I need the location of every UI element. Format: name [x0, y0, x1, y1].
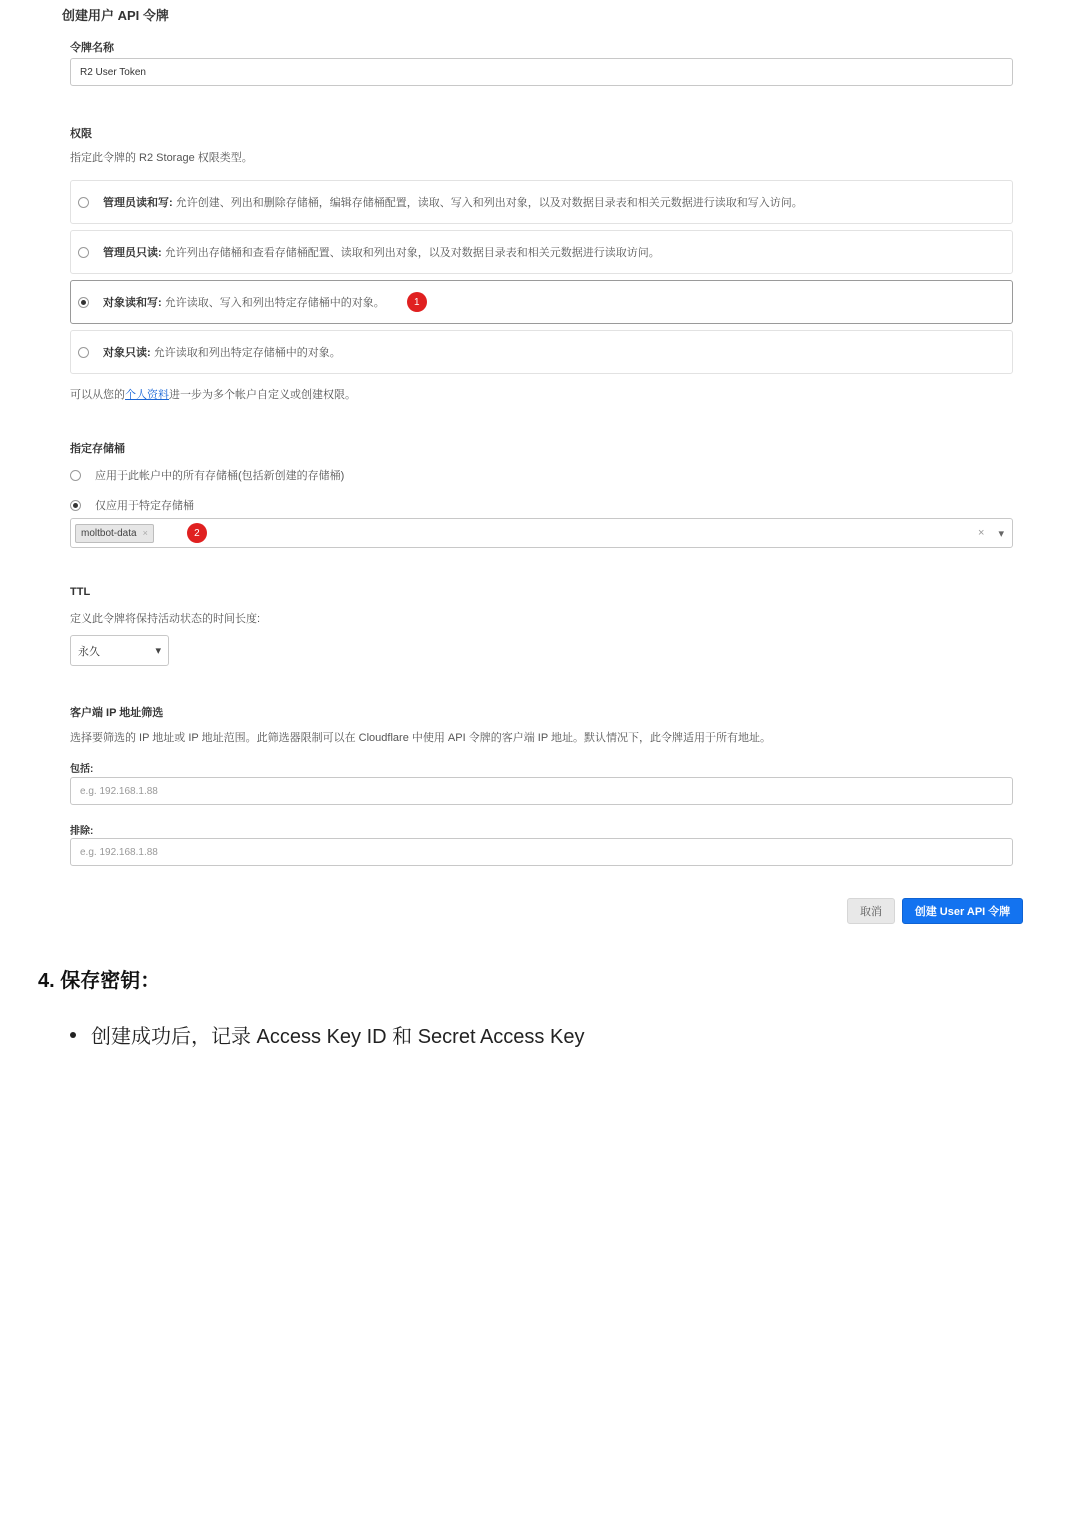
ttl-select[interactable] [70, 635, 169, 666]
perm-name: 对象只读: [103, 347, 151, 359]
radio-admin-rw[interactable] [78, 197, 89, 208]
perm-desc: 允许读取、写入和列出特定存储桶中的对象。 [161, 297, 385, 309]
chevron-down-icon: ▾ [155, 645, 161, 657]
exclude-ip-input[interactable] [70, 838, 1013, 866]
perm-name: 管理员读和写: [103, 197, 173, 209]
cancel-button[interactable]: 取消 [847, 898, 895, 924]
include-ip-field[interactable] [78, 785, 1005, 798]
permissions-footer-suffix: 进一步为多个帐户自定义或创建权限。 [169, 389, 356, 401]
annotation-badge-1: 1 [407, 292, 427, 312]
ip-filter-help: 选择要筛选的 IP 地址或 IP 地址范围。此筛选器限制可以在 Cloudflare 中使用 API 令牌的客户端 IP 地址。默认情况下，此令牌适用于所有地址。 [70, 732, 772, 744]
ttl-select-value: 永久 [78, 645, 100, 658]
bucket-option-specific[interactable] [70, 497, 194, 513]
permissions-footer [70, 386, 356, 402]
bucket-option-all-label: 应用于此帐户中的所有存储桶(包括新创建的存储桶) [95, 470, 345, 482]
buckets-label: 指定存储桶 [70, 443, 125, 455]
page-title: 创建用户 API 令牌 [62, 8, 169, 23]
perm-option-admin-rw[interactable] [70, 180, 1013, 224]
radio-object-ro[interactable] [78, 347, 89, 358]
bullet-icon [70, 1032, 76, 1038]
include-label: 包括: [70, 764, 94, 775]
bucket-multiselect[interactable] [70, 518, 1013, 548]
perm-option-admin-ro[interactable] [70, 230, 1013, 274]
bucket-tag-label: moltbot-data [81, 527, 137, 539]
permissions-help: 指定此令牌的 R2 Storage 权限类型。 [70, 152, 253, 164]
step-heading: 4. 保存密钥： [38, 970, 161, 992]
chevron-down-icon[interactable]: ▾ [998, 527, 1004, 540]
perm-name: 对象读和写: [103, 297, 162, 309]
perm-option-object-rw[interactable] [70, 280, 1013, 324]
create-token-button[interactable]: 创建 User API 令牌 [902, 898, 1023, 924]
bucket-option-specific-label: 仅应用于特定存储桶 [95, 500, 194, 512]
tag-remove-icon[interactable]: × [142, 528, 148, 538]
profile-link[interactable]: 个人资料 [125, 389, 169, 401]
perm-desc: 允许读取和列出特定存储桶中的对象。 [150, 347, 341, 359]
bucket-tag [75, 524, 154, 543]
token-name-input[interactable] [70, 58, 1013, 86]
perm-name: 管理员只读: [103, 247, 162, 259]
annotation-badge-2: 2 [187, 523, 207, 543]
permissions-label: 权限 [70, 128, 92, 140]
clear-icon[interactable]: × [978, 527, 985, 539]
permissions-footer-prefix: 可以从您的 [70, 389, 125, 401]
exclude-label: 排除: [70, 826, 94, 837]
list-item-text: 创建成功后，记录 Access Key ID 和 Secret Access Key [91, 1026, 585, 1048]
ttl-label: TTL [70, 586, 91, 598]
ttl-help: 定义此令牌将保持活动状态的时间长度: [70, 613, 261, 625]
radio-object-rw[interactable] [78, 297, 89, 308]
radio-bucket-all[interactable] [70, 470, 81, 481]
radio-admin-ro[interactable] [78, 247, 89, 258]
perm-desc: 允许创建、列出和删除存储桶，编辑存储桶配置，读取、写入和列出对象，以及对数据目录表和相关元数据进行读取和写入访问。 [172, 197, 803, 209]
bucket-option-all[interactable] [70, 467, 344, 483]
include-ip-input[interactable] [70, 777, 1013, 805]
ip-filter-label: 客户端 IP 地址筛选 [70, 707, 164, 719]
radio-bucket-specific[interactable] [70, 500, 81, 511]
exclude-ip-field[interactable] [78, 846, 1005, 859]
token-name-field[interactable] [78, 66, 1005, 79]
token-name-label: 令牌名称 [70, 42, 114, 54]
perm-desc: 允许列出存储桶和查看存储桶配置、读取和列出对象，以及对数据目录表和相关元数据进行读取访问。 [161, 247, 660, 259]
list-item [70, 1020, 584, 1049]
perm-option-object-ro[interactable] [70, 330, 1013, 374]
